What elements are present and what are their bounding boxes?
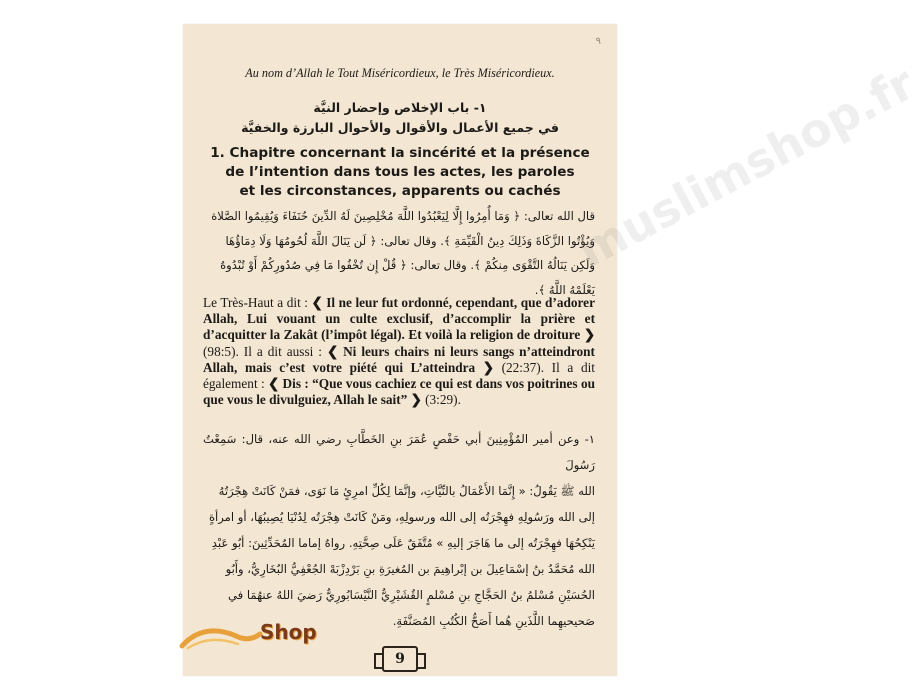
french-text: (98:5). Il a dit aussi : (203, 343, 327, 359)
hadith-line: الله ﷺ يَقُولُ: « إِنَّمَا الأَعْمَالُ بالنِّيَّاتِ، وإنَّمَا لِكُلِّ امرِئٍ مَا نَوَى، فمَنْ كَانَتْ هِجْرَتُهُ (218, 484, 595, 498)
watermark: muslimshop.fr (569, 55, 923, 279)
hadith-line: الحُسَيْنِ مُسْلمُ بنُ الحَجَّاجِ بنِ مُسْلمٍ القُشَيْرِيُّ النَّيْسَابُورِيُّ رَضيَ اللهُ عنهُمَا في (227, 588, 595, 602)
hadith-line: الله مُحَمَّدُ بنُ إسْمَاعِيلَ بن إبْراهِيمَ بن المُغيرَةِ بنِ بَرْدِزْبَهْ الجُعْفِيُّ البُخَارِيُّ، وأَبُو (225, 562, 595, 576)
shop-logo (178, 618, 318, 658)
arabic-verse-line: يَعْلَمْهُ اللَّهُ ﴾. (534, 282, 595, 297)
quran-quote: ❮ Il ne leur fut ordonné, cependant, que d’adorer Allah, Lui vouant un culte exclusif, d’accomplir la prière et d’acquitter la Zakât (l’impôt légal). Et voilà la religion de droiture ❯ (203, 295, 595, 343)
arabic-verse-line: قال الله تعالى: ﴿ وَمَا أُمِرُوا إِلَّا لِيَعْبُدُوا اللَّهَ مُخْلِصِينَ لَهُ الدِّينَ حُنَفَاءَ وَيُقِيمُوا الصَّلاة (211, 209, 595, 223)
quran-quote: ❮ Ni leurs chairs ni leurs sangs n’atteindront Allah, mais c’est votre piété qui L’atteindra ❯ (203, 343, 595, 375)
arabic-chapter-subtitle: في جميع الأعمال والأقوال والأحوال البارزة والخفيَّة (241, 120, 559, 135)
french-title-line: de l’intention dans tous les actes, les paroles (225, 164, 575, 180)
arabic-chapter-title: ١- باب الإخلاص وإحضار النيَّة (313, 100, 487, 115)
french-translation (203, 295, 595, 408)
arabic-verses (203, 204, 595, 302)
arabic-hadith (203, 426, 595, 634)
arabic-verse-line: وَيُؤْتُوا الزَّكَاةَ وَذَلِكَ دِينُ الْقَيِّمَةِ ﴾. وقال تعالى: ﴿ لَن يَنَالَ اللَّهَ لُحُومُهَا وَلَا دِمَاؤُهَا (225, 233, 595, 248)
logo-swoosh-icon (178, 618, 262, 658)
corner-mark: ٩ (595, 36, 601, 47)
hadith-line: صَحيحيهِما اللَّذَينِ هُما أَصَحُّ الكُتُبِ المُصَنَّفَةِ. (392, 614, 595, 628)
hadith-line: إلى الله ورَسُولِهِ فهِجْرَتُه إلى الله ورسولِهِ، ومَنْ كَانَتْ هِجْرَتُه لِدُنْيَا يُصِيبُهَا، أو امرأةٍ (208, 510, 595, 524)
french-text: (22:37). Il a dit également : (203, 359, 596, 392)
hadith-line: ١- وعن أمير المُؤْمِنِينَ أبي حَفْصٍ عُمَرَ بنِ الخَطَّابِ رضي الله عنه، قال: سَمِعْتُ رَسُولَ (203, 432, 595, 472)
page-number: 9 (382, 646, 418, 672)
quran-quote: ❮ Dis : “Que vous cachiez ce qui est dans vos poitrines ou que vous le divulguiez, Allah le sait” ❯ (203, 376, 595, 408)
hadith-line: يَنْكِحُهَا فهِجْرَتُه إلى ما هَاجَرَ إليهِ » مُتَّفَقٌ عَلَى صِحَّتِهِ. رواهُ إماما المُحَدِّثِينَ: أبُو عَبْدِ (211, 536, 595, 550)
french-chapter-title (193, 144, 607, 201)
french-text: (3:29). (421, 392, 461, 408)
french-title-line: 1. Chapitre concernant la sincérité et la présence (210, 145, 590, 161)
logo-text: Shop (260, 620, 317, 644)
arabic-verse-line: وَلَكِن يَنَالُهُ التَّقْوَى مِنكُمْ ﴾. وقال تعالى: ﴿ قُلْ إِن تُخْفُوا مَا فِي صُدُورِكُمْ أَوْ تُبْدُوهُ (220, 258, 595, 272)
basmala-intro: Au nom d’Allah le Tout Miséricordieux, le Très Miséricordieux. (245, 66, 555, 80)
french-title-line: et les circonstances, apparents ou cachés (239, 183, 561, 199)
french-text: Le Très-Haut a dit : (203, 295, 312, 310)
book-page (183, 24, 617, 676)
